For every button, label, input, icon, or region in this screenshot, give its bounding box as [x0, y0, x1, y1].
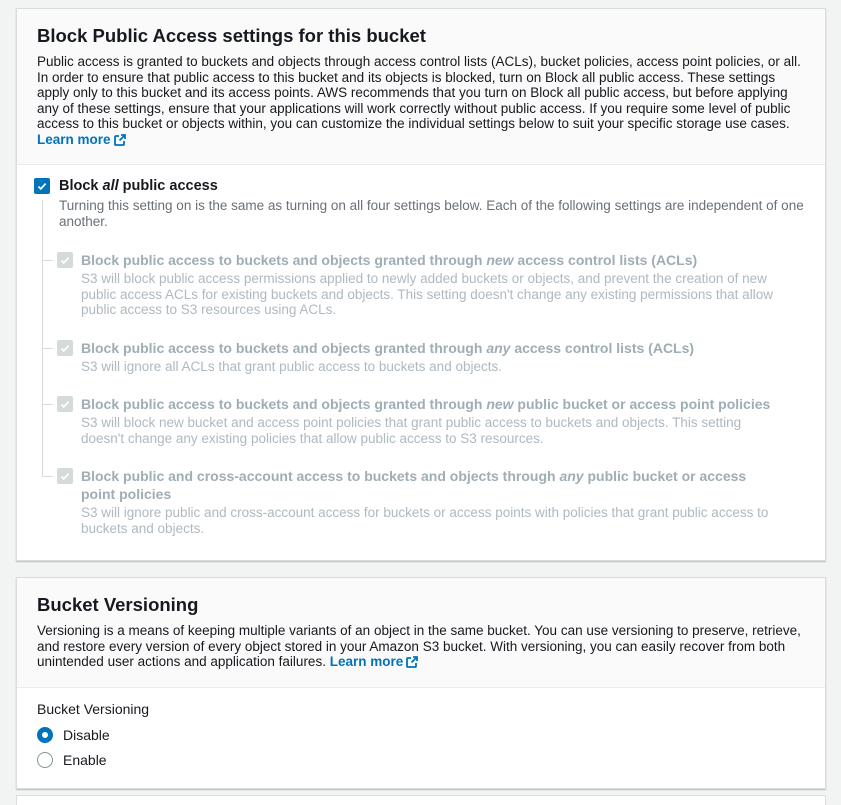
sub-setting-checkbox — [57, 396, 73, 412]
block-all-description: Turning this setting on is the same as turning on all four settings below. Each of the following settings are independent of one another. — [59, 198, 804, 229]
bucket-versioning-section — [16, 577, 826, 789]
sub-setting-title: Block public access to buckets and objects granted through any access control lists (ACLs) — [81, 339, 695, 356]
learn-more-link[interactable]: Learn more — [329, 654, 404, 669]
block-all-public-access-checkbox[interactable] — [34, 178, 50, 194]
versioning-option-disable[interactable] — [37, 727, 805, 743]
sub-setting-checkbox — [57, 252, 73, 268]
check-icon — [59, 398, 71, 410]
bucket-versioning-field-label: Bucket Versioning — [37, 700, 150, 717]
sub-setting-description: S3 will ignore public and cross-account access for buckets or access points with policies that grant public access to buckets and objects. — [81, 505, 769, 536]
block-all-public-access-row — [34, 177, 805, 196]
sub-setting-block-cross-account — [42, 467, 805, 536]
sub-setting-block-new-policies — [42, 395, 805, 446]
sub-setting-block-new-acls — [42, 251, 805, 318]
sub-setting-description: S3 will block public access permissions applied to newly added buckets or objects, and prevent the creation of new public access ACLs for existing buckets and objects. This setting doesn't change any existing permissions that allow public access to S3 resources using ACLs. — [81, 271, 773, 317]
sub-setting-title: Block public access to buckets and objects granted through new access control lists (ACLs) — [81, 252, 698, 268]
section-title: Block Public Access settings for this bucket — [37, 25, 426, 46]
section-description: Versioning is a means of keeping multiple variants of an object in the same bucket. You can use versioning to preserve, retrieve, and restore every version of every object stored in your Amazon S3 bucket. With versioning, you can easily recover from both unintended user actions and application failures. Learn more — [37, 623, 805, 672]
radio-button[interactable] — [37, 752, 53, 768]
sub-settings-tree — [42, 198, 805, 536]
block-all-public-access-label: Block all public access — [59, 178, 218, 194]
radio-label: Disable — [63, 726, 110, 743]
sub-setting-block-any-acls — [42, 339, 805, 375]
sub-setting-title: Block public access to buckets and objects granted through new public bucket or access point policies — [81, 396, 771, 412]
versioning-option-enable[interactable] — [37, 752, 805, 768]
check-icon — [59, 470, 71, 482]
next-section-edge — [16, 795, 826, 805]
learn-more-link[interactable]: Learn more — [37, 131, 111, 147]
sub-setting-title: Block public and cross-account access to buckets and objects through any public bucket or access point policies — [81, 468, 747, 502]
external-link-icon — [114, 134, 126, 150]
sub-setting-checkbox — [57, 468, 73, 484]
block-public-access-section — [16, 8, 826, 561]
check-icon — [36, 180, 48, 192]
block-public-access-header — [17, 9, 825, 165]
sub-setting-checkbox — [57, 340, 73, 356]
sub-setting-description: S3 will block new bucket and access point policies that grant public access to buckets and objects. This setting doesn't change any existing policies that allow public access to S3 resources. — [81, 415, 742, 446]
radio-label: Enable — [63, 751, 107, 768]
block-public-access-content — [17, 165, 825, 560]
check-icon — [59, 342, 71, 354]
external-link-icon — [406, 656, 418, 672]
check-icon — [59, 254, 71, 266]
radio-button[interactable] — [37, 727, 53, 743]
bucket-versioning-header — [17, 578, 825, 688]
bucket-versioning-content — [17, 688, 825, 788]
section-description: Public access is granted to buckets and objects through access control lists (ACLs), bucket policies, access point policies, or all. In order to ensure that public access to this bucket and its objects is blocked, turn on Block all public access. These settings apply only to this bucket and its access points. AWS recommends that you turn on Block all public access, but before applying any of these settings, ensure that your applications will work correctly without public access. If you require some level of public access to this bucket or objects within, you can customize the individual settings below to suit your specific storage use cases. Learn more — [37, 54, 805, 149]
section-title: Bucket Versioning — [37, 594, 199, 615]
sub-setting-description: S3 will ignore all ACLs that grant public access to buckets and objects. — [81, 358, 502, 374]
